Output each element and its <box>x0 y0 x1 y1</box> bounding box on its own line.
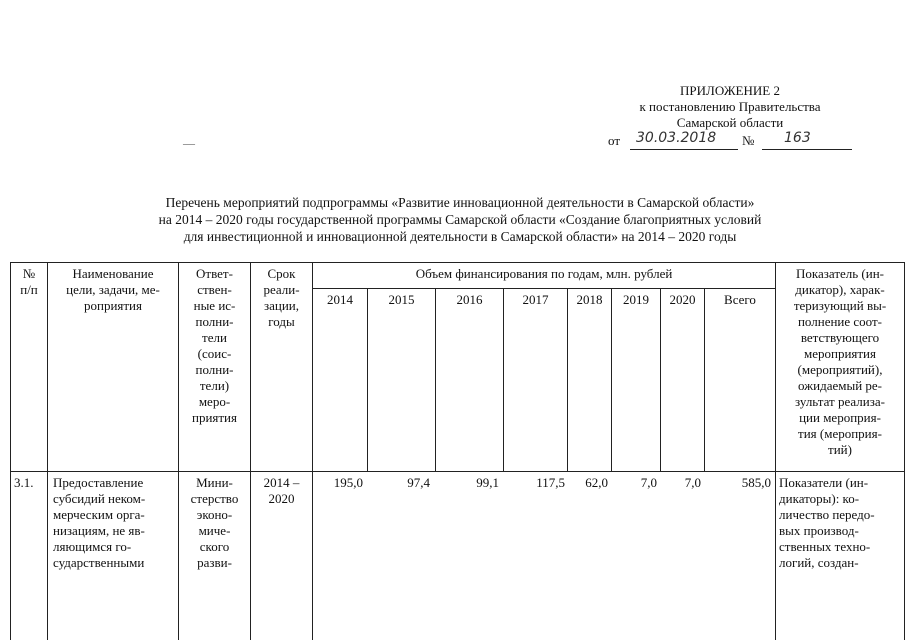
header-resp-line: полни- <box>195 362 234 377</box>
row-indicator <box>779 475 903 571</box>
row-value-2019: 7,0 <box>640 475 657 490</box>
header-no-line: п/п <box>20 282 38 297</box>
vline <box>503 288 504 471</box>
row-resp-line: ского <box>199 539 230 554</box>
row-no: 3.1. <box>14 475 34 490</box>
row-value-2015: 97,4 <box>407 475 430 490</box>
header-year-2017: 2017 <box>522 292 549 307</box>
header-resp-line: ные ис- <box>193 298 236 313</box>
appendix-number-line <box>762 130 852 150</box>
row-resp-line: стерство <box>190 491 239 506</box>
header-ind-line: мероприятия <box>803 346 876 361</box>
header-year-2015: 2015 <box>388 292 415 307</box>
row-ind-line: Показатели (ин- <box>779 475 869 490</box>
row-resp-line: миче- <box>198 523 231 538</box>
row-value-2014: 195,0 <box>333 475 363 490</box>
appendix-number: 163 <box>784 130 811 146</box>
row-value-2020: 7,0 <box>684 475 701 490</box>
header-resp-line: приятия <box>191 410 237 425</box>
vline <box>704 288 705 471</box>
header-term-line: зации, <box>263 298 300 313</box>
row-responsible <box>179 475 250 571</box>
row-term <box>251 475 312 507</box>
row-ind-line: логий, создан- <box>779 555 859 570</box>
header-ind-line: зультат реализа- <box>795 394 885 409</box>
row-resp-line: разви- <box>197 555 232 570</box>
header-year-2018: 2018 <box>576 292 603 307</box>
header-indicator <box>776 266 904 458</box>
years-row-top-border <box>312 288 775 289</box>
header-term-line: Срок <box>267 266 296 281</box>
document-heading <box>80 194 840 245</box>
header-ind-line: ветствующего <box>800 330 880 345</box>
appendix-num-sign: № <box>742 133 755 148</box>
header-ind-line: ожидаемый ре- <box>797 378 883 393</box>
heading-line-2: на 2014 – 2020 годы государственной программы Самарской области «Создание благоприятных условий <box>158 212 762 227</box>
appendix-title: ПРИЛОЖЕНИЕ 2 <box>680 83 780 98</box>
vline <box>567 288 568 471</box>
header-funding: Объем финансирования по годам, млн. рублей <box>415 266 673 281</box>
header-bottom-border <box>10 471 905 472</box>
heading-line-1: Перечень мероприятий подпрограммы «Развитие инновационной деятельности в Самарской области» <box>165 195 755 210</box>
row-resp-line: эконо- <box>196 507 233 522</box>
header-year-2014: 2014 <box>327 292 353 307</box>
header-ind-line: дикатор), харак- <box>795 282 885 297</box>
appendix-line1: к постановлению Правительства <box>639 99 821 114</box>
header-name-line: цели, задачи, ме- <box>66 282 160 297</box>
row-term-line: 2014 – <box>263 475 300 490</box>
vline <box>47 262 48 640</box>
row-ind-line: дикаторы): ко- <box>779 491 860 506</box>
appendix-date: 30.03.2018 <box>636 130 717 146</box>
header-name-line: Наименование <box>72 266 154 281</box>
vline <box>435 288 436 471</box>
row-ind-line: личество передо- <box>779 507 875 522</box>
row-name-line: ляющимся го- <box>53 539 132 554</box>
header-resp-line: (соис- <box>197 346 232 361</box>
appendix-ot: от <box>608 133 621 148</box>
heading-line-3: для инвестиционной и инновационной деятельности в Самарской области» на 2014 – 2020 годы <box>183 229 737 244</box>
row-name-line: Предоставление <box>53 475 144 490</box>
header-resp-line: ствен- <box>197 282 232 297</box>
row-name <box>53 475 178 571</box>
row-value-2018: 62,0 <box>585 475 608 490</box>
header-ind-line: теризующий вы- <box>793 298 887 313</box>
header-ind-line: (мероприятий), <box>797 362 883 377</box>
header-term-line: реали- <box>263 282 300 297</box>
header-name <box>48 266 178 314</box>
header-name-line: роприятия <box>83 298 142 313</box>
vline <box>10 262 11 640</box>
header-resp-line: тели) <box>199 378 230 393</box>
header-year-2020: 2020 <box>669 292 696 307</box>
row-value-2016: 99,1 <box>476 475 499 490</box>
header-resp-line: Ответ- <box>196 266 233 281</box>
header-term <box>251 266 312 330</box>
row-resp-line: Мини- <box>196 475 233 490</box>
table-top-border <box>10 262 905 263</box>
header-ind-line: тий) <box>828 442 852 457</box>
row-ind-line: ственных техно- <box>779 539 871 554</box>
appendix-line2: Самарской области <box>676 115 784 130</box>
row-name-line: сударственными <box>53 555 145 570</box>
header-year-2016: 2016 <box>456 292 483 307</box>
header-ind-line: Показатель (ин- <box>795 266 885 281</box>
row-value-2017: 117,5 <box>536 475 565 490</box>
header-year-2019: 2019 <box>623 292 649 307</box>
header-ind-line: ции мероприя- <box>799 410 881 425</box>
header-total: Всего <box>724 292 756 307</box>
vline <box>312 262 313 640</box>
header-responsible <box>179 266 250 426</box>
header-resp-line: меро- <box>198 394 231 409</box>
vline <box>611 288 612 471</box>
vline <box>367 288 368 471</box>
row-name-line: низациям, не яв- <box>53 523 145 538</box>
header-term-line: годы <box>268 314 295 329</box>
header-no <box>11 266 47 298</box>
appendix-date-line <box>630 130 738 150</box>
row-name-line: мерческим орга- <box>53 507 145 522</box>
row-value-total: 585,0 <box>741 475 771 490</box>
stray-mark: — <box>183 136 195 150</box>
row-name-line: субсидий неком- <box>53 491 146 506</box>
header-resp-line: тели <box>202 330 227 345</box>
header-no-line: № <box>22 266 36 281</box>
header-resp-line: полни- <box>195 314 234 329</box>
row-ind-line: вых производ- <box>779 523 859 538</box>
header-ind-line: полнение соот- <box>797 314 883 329</box>
row-term-line: 2020 <box>268 491 295 506</box>
vline <box>660 288 661 471</box>
header-ind-line: тия (мероприя- <box>798 426 882 441</box>
